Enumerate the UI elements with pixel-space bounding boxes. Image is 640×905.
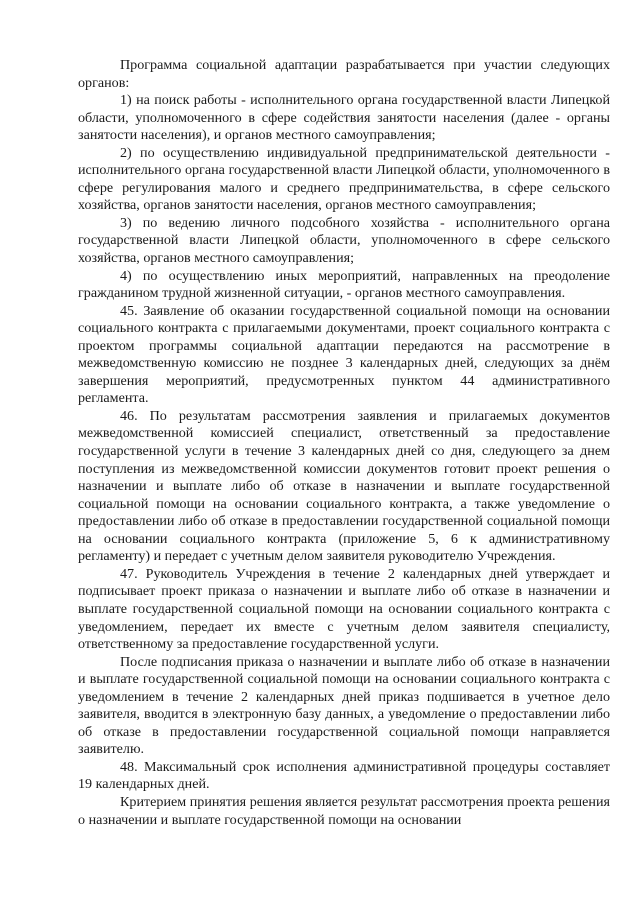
paragraph-48: 48. Максимальный срок исполнения административной процедуры составляет 19 календарных дней. <box>78 758 610 793</box>
paragraph-after-signing: После подписания приказа о назначении и выплате либо об отказе в назначении и выплате государственной социальной помощи на основании социального контракта с уведомлением в течение 2 календарных дней приказ подшивается в учетное дело заявителя, вводится в электронную базу данных, а уведомление о предоставлении либо об отказе в предоставлении государственной социальной помощи направляется заявителю. <box>78 653 610 758</box>
document-body <box>78 57 610 829</box>
paragraph-item-3: 3) по ведению личного подсобного хозяйства - исполнительного органа государственной власти Липецкой области, уполномоченного в сфере сельского хозяйства, органов местного самоуправления; <box>78 214 610 267</box>
paragraph-45: 45. Заявление об оказании государственной социальной помощи на основании социального контракта с прилагаемыми документами, проект социального контракта с проектом программы социальной адаптации передаются на рассмотрение в межведомственную комиссию не позднее 3 календарных дней, следующих за днём завершения мероприятий, предусмотренных пунктом 44 административного регламента. <box>78 302 610 407</box>
paragraph-item-2: 2) по осуществлению индивидуальной предпринимательской деятельности - исполнительного органа государственной власти Липецкой области, уполномоченного в сфере регулирования малого и среднего предпринимательства, в сфере сельского хозяйства, органов занятости населения, органов местного самоуправления; <box>78 144 610 214</box>
paragraph-intro: Программа социальной адаптации разрабатывается при участии следующих органов: <box>78 57 610 91</box>
paragraph-item-4: 4) по осуществлению иных мероприятий, направленных на преодоление гражданином трудной жизненной ситуации, - органов местного самоуправления. <box>78 267 610 302</box>
paragraph-criterion: Критерием принятия решения является результат рассмотрения проекта решения о назначении и выплате государственной помощи на основании <box>78 793 610 828</box>
paragraph-item-1: 1) на поиск работы - исполнительного органа государственной власти Липецкой области, уполномоченного в сфере содействия занятости населения (далее - органы занятости населения), и органов местного самоуправления; <box>78 92 610 144</box>
paragraph-47: 47. Руководитель Учреждения в течение 2 календарных дней утверждает и подписывает проект приказа о назначении и выплате либо об отказе в назначении и выплате государственной социальной помощи на основании социального контракта с уведомлением, передает их вместе с учетным делом заявителя специалисту, ответственному за предоставление государственной услуги. <box>78 565 610 653</box>
paragraph-46: 46. По результатам рассмотрения заявления и прилагаемых документов межведомственной комиссией специалист, ответственный за предоставление государственной услуги в течение 3 календарных дней со дня, следующего за днем поступления из межведомственной комиссии документов готовит проект решения о назначении и выплате либо об отказе в назначении и выплате государственной социальной помощи на основании социального контракта, а также уведомление о предоставлении либо об отказе в предоставлении государственной социальной помощи на основании социального контракта (приложение 5, 6 к административному регламенту) и передает с учетным делом заявителя руководителю Учреждения. <box>78 407 610 565</box>
